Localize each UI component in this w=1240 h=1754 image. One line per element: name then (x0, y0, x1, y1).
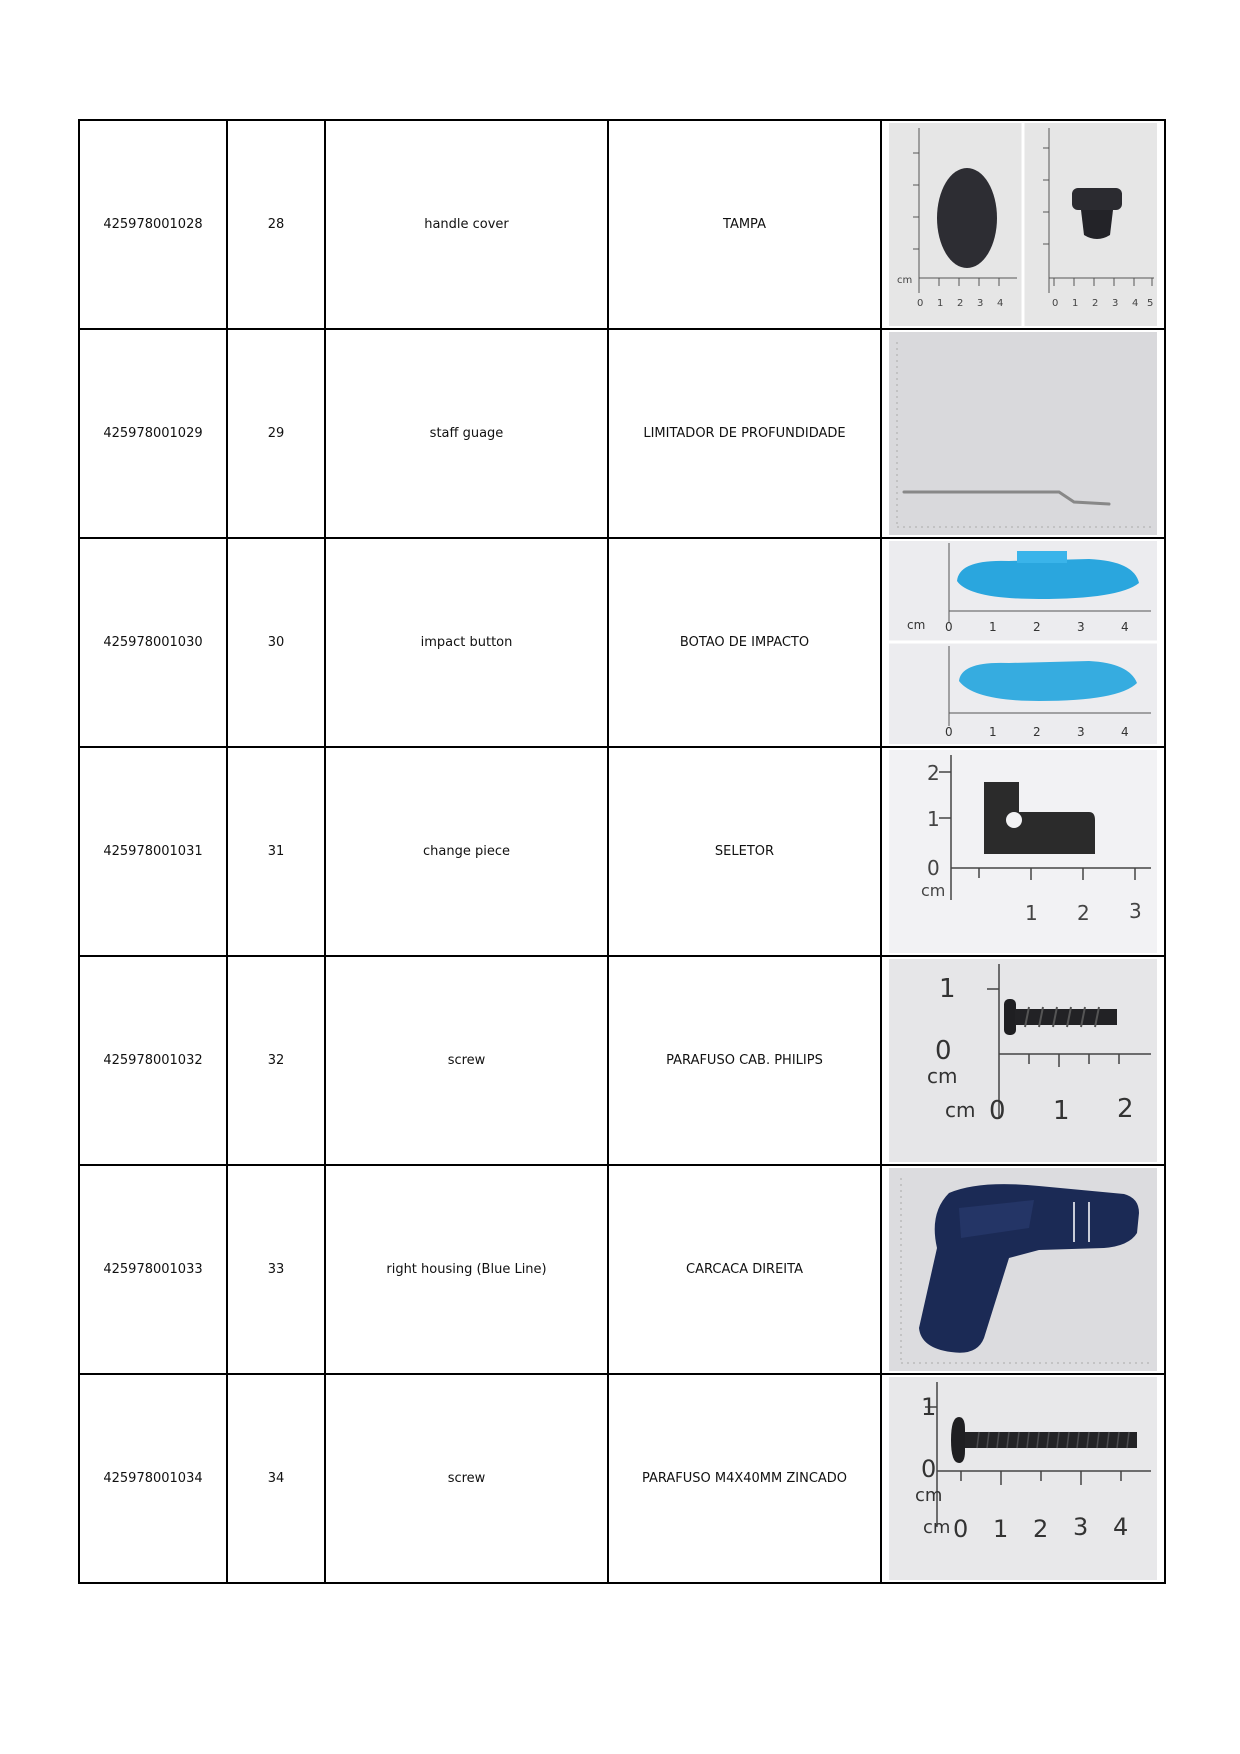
scale-tick-label: 1 (993, 1515, 1009, 1543)
scale-tick-label: 1 (989, 620, 997, 634)
description-portuguese: CARCACA DIREITA (608, 1165, 881, 1374)
scale-tick-label: 1 (1072, 298, 1079, 309)
scale-tick-label: 1 (989, 725, 997, 739)
position-number: 33 (227, 1165, 325, 1374)
depth-gauge-photo (889, 332, 1157, 535)
scale-unit: cm (915, 1485, 943, 1506)
table-row (79, 1165, 1165, 1374)
part-code: 425978001032 (79, 956, 227, 1165)
scale-unit: cm (907, 618, 926, 632)
description-english: screw (325, 956, 608, 1165)
table-row (79, 120, 1165, 329)
scale-tick-label: 2 (1033, 725, 1041, 739)
part-code: 425978001031 (79, 747, 227, 956)
handle-cover-photo (889, 123, 1157, 326)
table-row (79, 747, 1165, 956)
scale-tick-label: 0 (935, 1036, 952, 1066)
scale-tick-label: 0 (945, 620, 953, 634)
scale-tick-label: 4 (997, 298, 1004, 309)
selector-photo (889, 750, 1157, 953)
scale-tick-label: 4 (1113, 1513, 1129, 1541)
table-row (79, 1374, 1165, 1583)
scale-tick-label: 2 (927, 761, 940, 785)
description-portuguese: SELETOR (608, 747, 881, 956)
scale-tick-label: 1 (1025, 901, 1038, 925)
scale-tick-label: 3 (1112, 298, 1119, 309)
position-number: 30 (227, 538, 325, 747)
position-number: 31 (227, 747, 325, 956)
scale-unit: cm (927, 1064, 958, 1088)
scale-tick-label: 1 (921, 1393, 937, 1421)
description-portuguese: PARAFUSO CAB. PHILIPS (608, 956, 881, 1165)
scale-tick-label: 0 (1052, 298, 1059, 309)
m4-screw-photo (889, 1377, 1157, 1580)
description-portuguese: LIMITADOR DE PROFUNDIDADE (608, 329, 881, 538)
part-code: 425978001034 (79, 1374, 227, 1583)
position-number: 32 (227, 956, 325, 1165)
table-row (79, 538, 1165, 747)
scale-tick-label: 2 (957, 298, 964, 309)
scale-tick-label: 4 (1121, 620, 1129, 634)
scale-unit: cm (945, 1098, 976, 1122)
description-english: screw (325, 1374, 608, 1583)
part-code: 425978001033 (79, 1165, 227, 1374)
scale-tick-label: 1 (927, 807, 940, 831)
position-number: 34 (227, 1374, 325, 1583)
scale-tick-label: 0 (989, 1096, 1006, 1126)
scale-tick-label: 5 (1147, 298, 1154, 309)
scale-unit: cm (923, 1517, 951, 1538)
part-code: 425978001030 (79, 538, 227, 747)
scale-tick-label: 0 (917, 298, 924, 309)
right-housing-photo (889, 1168, 1157, 1371)
scale-tick-label: 4 (1132, 298, 1139, 309)
scale-tick-label: 2 (1117, 1094, 1134, 1124)
scale-tick-label: 4 (1121, 725, 1129, 739)
phillips-screw-photo (889, 959, 1157, 1162)
scale-tick-label: 0 (927, 856, 940, 880)
scale-tick-label: 2 (1092, 298, 1099, 309)
scale-tick-label: 0 (953, 1515, 969, 1543)
scale-tick-label: 3 (1077, 620, 1085, 634)
position-number: 28 (227, 120, 325, 329)
scale-tick-label: 3 (977, 298, 984, 309)
description-portuguese: BOTAO DE IMPACTO (608, 538, 881, 747)
description-english: staff guage (325, 329, 608, 538)
scale-tick-label: 0 (921, 1455, 937, 1483)
part-code: 425978001028 (79, 120, 227, 329)
scale-unit: cm (897, 275, 913, 286)
description-english: handle cover (325, 120, 608, 329)
impact-button-photo (889, 541, 1157, 744)
description-english: change piece (325, 747, 608, 956)
scale-tick-label: 0 (945, 725, 953, 739)
table-row (79, 329, 1165, 538)
part-code: 425978001029 (79, 329, 227, 538)
description-english: right housing (Blue Line) (325, 1165, 608, 1374)
description-portuguese: TAMPA (608, 120, 881, 329)
scale-tick-label: 2 (1033, 620, 1041, 634)
scale-tick-label: 1 (937, 298, 944, 309)
scale-tick-label: 3 (1077, 725, 1085, 739)
scale-tick-label: 2 (1033, 1515, 1049, 1543)
parts-table (78, 119, 1166, 1584)
scale-tick-label: 2 (1077, 901, 1090, 925)
scale-tick-label: 1 (939, 974, 956, 1004)
position-number: 29 (227, 329, 325, 538)
description-english: impact button (325, 538, 608, 747)
scale-unit: cm (921, 881, 946, 900)
scale-tick-label: 3 (1129, 899, 1142, 923)
description-portuguese: PARAFUSO M4X40MM ZINCADO (608, 1374, 881, 1583)
table-row (79, 956, 1165, 1165)
scale-tick-label: 1 (1053, 1096, 1070, 1126)
scale-tick-label: 3 (1073, 1513, 1089, 1541)
